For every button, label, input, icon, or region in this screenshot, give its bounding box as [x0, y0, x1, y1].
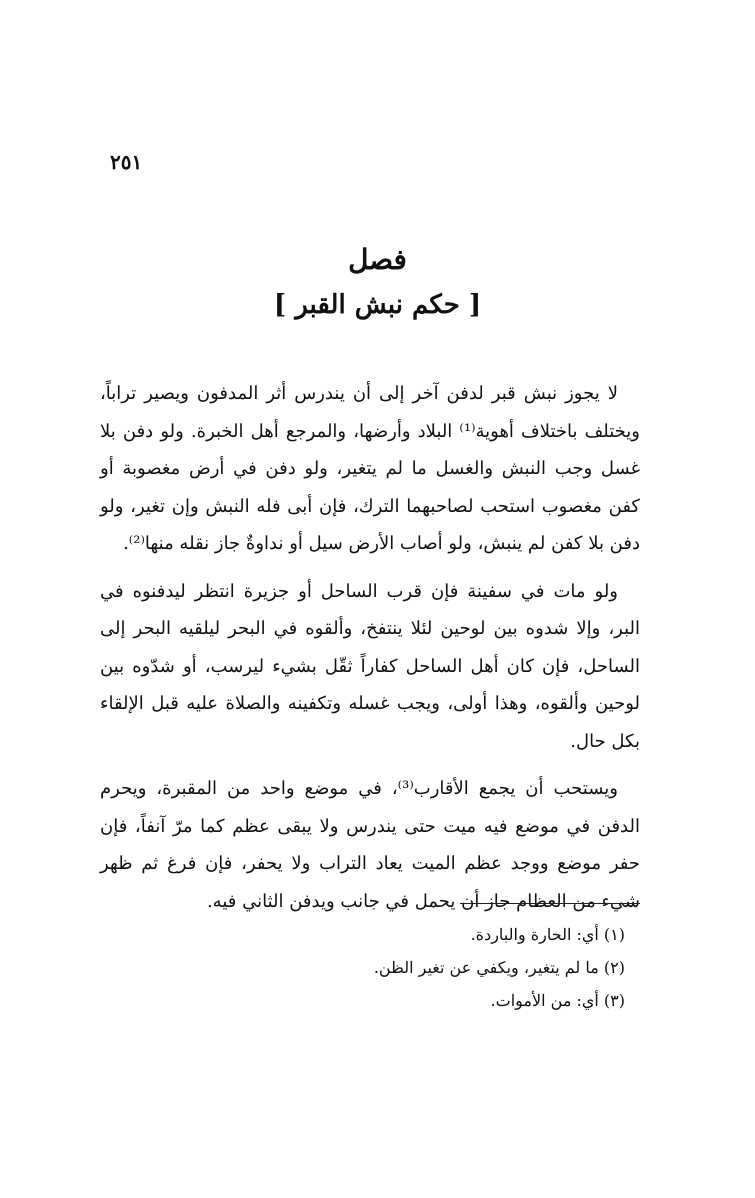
section-title: فصل — [348, 243, 407, 276]
page-number: ٢٥١ — [110, 150, 143, 174]
paragraph: ولو مات في سفينة فإن قرب الساحل أو جزيرة انتظر ليدفنوه في البر، وإلا شدوه بين لوحين لئلا ينتفخ، وألقوه في البحر ليلقيه البحر إلى الساحل، فإن كان أهل الساحل كفاراً ثقّل بشيء ليرسب، أو شدّوه بين لوحين وألقوه، وهذا أولى، ويجب غسله وتكفينه والصلاة عليه قبل الإلقاء بكل حال. — [100, 580, 640, 752]
footnote: (١) أي: الحارة والباردة. — [470, 925, 625, 944]
section-subtitle: [ حكم نبش القبر ] — [273, 290, 482, 320]
footnote: (٢) ما لم يتغير، ويكفي عن تغير الظن. — [373, 958, 625, 977]
paragraph: ويستحب أن يجمع الأقارب⁽³⁾، في موضع واحد من المقبرة، ويحرم الدفن في موضع فيه ميت حتى يندرس ولا يبقى عظم كما مرّ آنفاً، فإن حفر موضع ووجد عظم الميت يعاد التراب ولا يحفر، فإن فرغ ثم ظهر شيء من العظام جاز أن يحمل في جانب ويدفن الثاني فيه. — [100, 778, 640, 912]
footnotes — [100, 918, 625, 1017]
footnote-divider — [460, 903, 640, 904]
body-text — [100, 375, 640, 930]
footnote: (٣) أي: من الأموات. — [490, 991, 625, 1010]
paragraph: لا يجوز نبش قبر لدفن آخر إلى أن يندرس أثر المدفون ويصير تراباً، ويختلف باختلاف أهوية⁽¹⁾ البلاد وأرضها، والمرجع أهل الخبرة. ولو دفن بلا غسل وجب النبش والغسل ما لم يتغير، ولو دفن في أرض مغصوبة أو كفن مغصوب استحب لصاحبهما الترك، فإن أبى فله النبش وإن تغير، ولو دفن بلا كفن لم ينبش، ولو أصاب الأرض سيل أو نداوةٌ جاز نقله منها⁽²⁾. — [100, 383, 640, 554]
